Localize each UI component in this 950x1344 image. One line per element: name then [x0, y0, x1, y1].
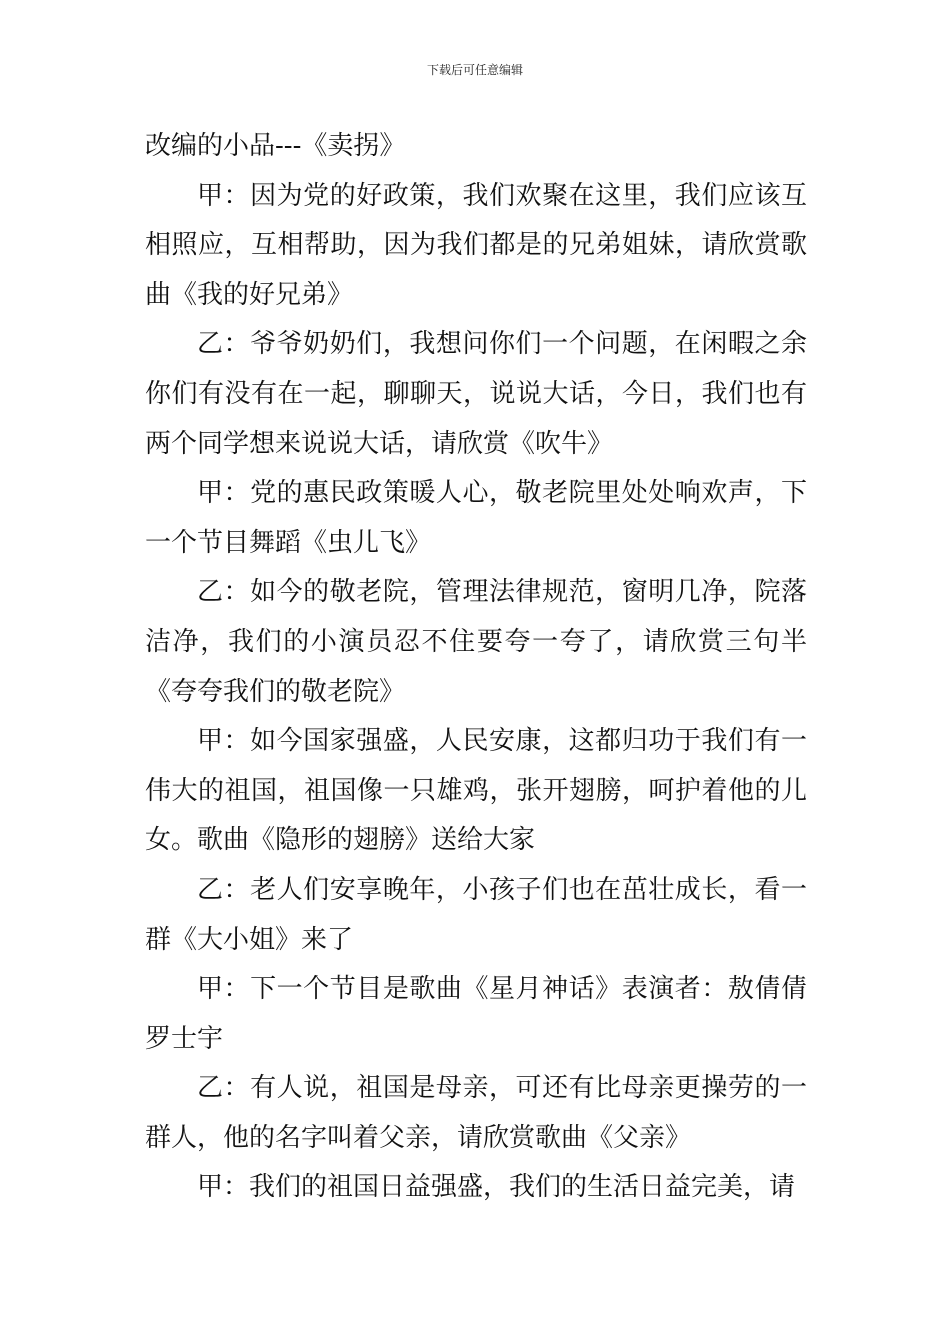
paragraph-yi-2: 乙：如今的敬老院，管理法律规范，窗明几净，院落洁净，我们的小演员忍不住要夸一夸了，请欣赏三句半《夸夸我们的敬老院》	[145, 577, 807, 707]
paragraph-yi-3: 乙：老人们安享晚年，小孩子们也在茁壮成长，看一群《大小姐》来了	[145, 874, 807, 955]
page-header: 下载后可任意编辑	[426, 63, 523, 77]
paragraph-jia-3: 甲：如今国家强盛，人民安康，这都归功于我们有一伟大的祖国，祖国像一只雄鸡，张开翅膀，呵护着他的儿女。歌曲《隐形的翅膀》送给大家	[145, 726, 807, 856]
document-body	[145, 122, 807, 1213]
paragraph-jia-4: 甲：下一个节目是歌曲《星月神话》表演者：敖倩倩罗士宇	[145, 974, 807, 1054]
paragraph-jia-2: 甲：党的惠民政策暖人心，敬老院里处处响欢声，下一个节目舞蹈《虫儿飞》	[145, 478, 807, 558]
paragraph-yi-1: 乙：爷爷奶奶们，我想问你们一个问题，在闲暇之余你们有没有在一起，聊聊天，说说大话，今日，我们也有两个同学想来说说大话，请欣赏《吹牛》	[145, 329, 807, 459]
paragraph-yi-4: 乙：有人说，祖国是母亲，可还有比母亲更操劳的一群人，他的名字叫着父亲，请欣赏歌曲《父亲》	[145, 1073, 807, 1153]
paragraph-jia-1: 甲：因为党的好政策，我们欢聚在这里，我们应该互相照应，互相帮助，因为我们都是的兄弟姐妹，请欣赏歌曲《我的好兄弟》	[145, 180, 807, 310]
paragraph-jia-5: 甲：我们的祖国日益强盛，我们的生活日益完美，请	[197, 1172, 796, 1203]
paragraph-intro: 改编的小品---《卖拐》	[145, 131, 406, 161]
